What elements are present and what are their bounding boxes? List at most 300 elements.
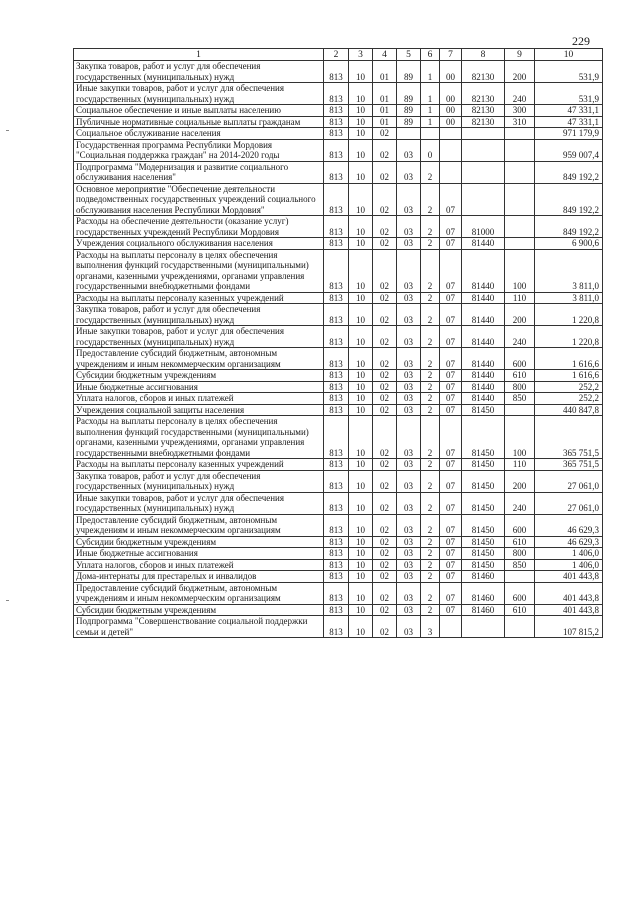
row-code-c2: 813 xyxy=(324,348,349,370)
row-name: Публичные нормативные социальные выплаты гражданам xyxy=(74,116,324,128)
row-code-c7: 07 xyxy=(440,348,462,370)
row-code-c2: 813 xyxy=(324,514,349,536)
row-code-c8: 81440 xyxy=(462,292,505,304)
row-name: Иные закупки товаров, работ и услуг для обеспечения государственных (муниципальных) нужд xyxy=(74,492,324,514)
row-code-c7: 07 xyxy=(440,381,462,393)
row-name: Уплата налогов, сборов и иных платежей xyxy=(74,393,324,405)
row-code-c7: 07 xyxy=(440,216,462,238)
row-code-c5: 03 xyxy=(397,161,421,183)
row-code-c4: 02 xyxy=(373,582,397,604)
row-code-c9 xyxy=(505,128,535,140)
row-code-c3: 10 xyxy=(349,582,373,604)
row-code-c3: 10 xyxy=(349,216,373,238)
row-code-c7: 07 xyxy=(440,304,462,326)
row-code-c8: 81440 xyxy=(462,249,505,292)
column-header: 1 xyxy=(74,49,324,61)
row-code-c8 xyxy=(462,616,505,638)
row-code-c9: 850 xyxy=(505,393,535,405)
row-code-c9: 800 xyxy=(505,548,535,560)
row-code-c9: 610 xyxy=(505,604,535,616)
row-code-c6: 2 xyxy=(421,416,440,459)
row-code-c7: 07 xyxy=(440,459,462,471)
row-code-c3: 10 xyxy=(349,604,373,616)
table-row xyxy=(74,416,603,459)
row-code-c6: 1 xyxy=(421,61,440,83)
scan-edge-mark xyxy=(6,600,9,601)
row-code-c2: 813 xyxy=(324,61,349,83)
row-amount: 252,2 xyxy=(535,393,603,405)
table-row xyxy=(74,216,603,238)
row-code-c3: 10 xyxy=(349,183,373,216)
row-code-c7: 07 xyxy=(440,514,462,536)
table-row xyxy=(74,105,603,117)
row-code-c7: 07 xyxy=(440,536,462,548)
row-code-c4: 02 xyxy=(373,393,397,405)
row-name: Предоставление субсидий бюджетным, автономным учреждениям и иным некоммерческим организациям xyxy=(74,348,324,370)
row-code-c4: 01 xyxy=(373,116,397,128)
row-code-c6: 2 xyxy=(421,393,440,405)
row-code-c4: 01 xyxy=(373,61,397,83)
row-code-c6: 2 xyxy=(421,404,440,416)
row-code-c9 xyxy=(505,404,535,416)
row-code-c4: 02 xyxy=(373,548,397,560)
row-amount: 1 220,8 xyxy=(535,304,603,326)
row-code-c2: 813 xyxy=(324,404,349,416)
row-name: Предоставление субсидий бюджетным, автономным учреждениям и иным некоммерческим организациям xyxy=(74,514,324,536)
row-code-c7: 07 xyxy=(440,393,462,405)
row-name: Учреждения социального обслуживания населения xyxy=(74,238,324,250)
row-code-c6: 3 xyxy=(421,616,440,638)
row-code-c5: 03 xyxy=(397,514,421,536)
row-code-c3: 10 xyxy=(349,416,373,459)
row-name: Расходы на обеспечение деятельности (оказание услуг) государственных учреждений Республики Мордовия xyxy=(74,216,324,238)
row-code-c7: 07 xyxy=(440,492,462,514)
row-name: Учреждения социальной защиты населения xyxy=(74,404,324,416)
row-name: Предоставление субсидий бюджетным, автономным учреждениям и иным некоммерческим организациям xyxy=(74,582,324,604)
row-amount: 531,9 xyxy=(535,61,603,83)
row-code-c6: 2 xyxy=(421,582,440,604)
table-row xyxy=(74,548,603,560)
row-code-c2: 813 xyxy=(324,105,349,117)
row-name: Расходы на выплаты персоналу в целях обеспечения выполнения функций государственными (муниципальными) органами, казенными учреждениями, органами управления государственными внебюджетными фондами xyxy=(74,416,324,459)
row-code-c2: 813 xyxy=(324,536,349,548)
row-code-c6: 1 xyxy=(421,116,440,128)
row-code-c3: 10 xyxy=(349,514,373,536)
table-row xyxy=(74,559,603,571)
row-name: Закупка товаров, работ и услуг для обеспечения государственных (муниципальных) нужд xyxy=(74,61,324,83)
row-code-c7 xyxy=(440,616,462,638)
row-code-c6: 2 xyxy=(421,161,440,183)
row-code-c9: 300 xyxy=(505,105,535,117)
row-code-c5: 03 xyxy=(397,492,421,514)
row-code-c4: 02 xyxy=(373,404,397,416)
column-header: 4 xyxy=(373,49,397,61)
row-code-c8: 81460 xyxy=(462,582,505,604)
row-amount: 1 406,0 xyxy=(535,548,603,560)
budget-table xyxy=(73,48,603,638)
row-code-c3: 10 xyxy=(349,393,373,405)
row-amount: 46 629,3 xyxy=(535,536,603,548)
row-name: Иные бюджетные ассигнования xyxy=(74,548,324,560)
row-code-c7: 00 xyxy=(440,61,462,83)
row-code-c3: 10 xyxy=(349,83,373,105)
table-row xyxy=(74,381,603,393)
table-row xyxy=(74,536,603,548)
row-name: Иные закупки товаров, работ и услуг для обеспечения государственных (муниципальных) нужд xyxy=(74,83,324,105)
row-code-c2: 813 xyxy=(324,292,349,304)
row-name: Субсидии бюджетным учреждениям xyxy=(74,370,324,382)
table-row xyxy=(74,604,603,616)
page-number: 229 xyxy=(572,34,590,48)
row-code-c8: 81440 xyxy=(462,370,505,382)
row-code-c9: 850 xyxy=(505,559,535,571)
row-code-c9: 240 xyxy=(505,326,535,348)
row-code-c5: 03 xyxy=(397,183,421,216)
row-amount: 47 331,1 xyxy=(535,116,603,128)
row-code-c5: 03 xyxy=(397,381,421,393)
row-code-c3: 10 xyxy=(349,404,373,416)
column-header: 10 xyxy=(535,49,603,61)
row-code-c2: 813 xyxy=(324,492,349,514)
row-code-c6: 2 xyxy=(421,238,440,250)
row-code-c9 xyxy=(505,183,535,216)
row-code-c9: 600 xyxy=(505,582,535,604)
row-code-c9: 100 xyxy=(505,249,535,292)
row-amount: 6 900,6 xyxy=(535,238,603,250)
row-code-c4: 02 xyxy=(373,470,397,492)
row-code-c9 xyxy=(505,571,535,583)
row-code-c9: 110 xyxy=(505,459,535,471)
row-amount: 401 443,8 xyxy=(535,571,603,583)
row-code-c8: 82130 xyxy=(462,116,505,128)
row-code-c7: 07 xyxy=(440,416,462,459)
row-code-c3: 10 xyxy=(349,128,373,140)
row-code-c5: 89 xyxy=(397,116,421,128)
row-code-c2: 813 xyxy=(324,548,349,560)
row-code-c3: 10 xyxy=(349,105,373,117)
row-name: Расходы на выплаты персоналу казенных учреждений xyxy=(74,292,324,304)
row-code-c5: 03 xyxy=(397,571,421,583)
row-name: Закупка товаров, работ и услуг для обеспечения государственных (муниципальных) нужд xyxy=(74,304,324,326)
row-code-c4: 02 xyxy=(373,571,397,583)
row-code-c9: 800 xyxy=(505,381,535,393)
row-amount: 3 811,0 xyxy=(535,249,603,292)
row-code-c9 xyxy=(505,616,535,638)
row-code-c2: 813 xyxy=(324,326,349,348)
row-code-c2: 813 xyxy=(324,116,349,128)
row-code-c8: 81450 xyxy=(462,536,505,548)
row-code-c4: 02 xyxy=(373,459,397,471)
row-code-c9: 240 xyxy=(505,83,535,105)
table-row xyxy=(74,459,603,471)
row-code-c9 xyxy=(505,139,535,161)
row-code-c5: 03 xyxy=(397,393,421,405)
table-row xyxy=(74,83,603,105)
row-code-c3: 10 xyxy=(349,61,373,83)
table-header-row xyxy=(74,49,603,61)
table-row xyxy=(74,61,603,83)
column-header: 5 xyxy=(397,49,421,61)
row-code-c2: 813 xyxy=(324,393,349,405)
row-code-c5: 03 xyxy=(397,292,421,304)
row-code-c9: 600 xyxy=(505,514,535,536)
column-header: 7 xyxy=(440,49,462,61)
row-code-c4: 02 xyxy=(373,492,397,514)
row-code-c2: 813 xyxy=(324,571,349,583)
row-code-c8: 81440 xyxy=(462,393,505,405)
row-code-c4: 02 xyxy=(373,216,397,238)
row-code-c8: 81000 xyxy=(462,216,505,238)
row-code-c9: 200 xyxy=(505,470,535,492)
row-code-c5: 89 xyxy=(397,83,421,105)
row-code-c4: 02 xyxy=(373,616,397,638)
row-code-c4: 02 xyxy=(373,249,397,292)
row-code-c9 xyxy=(505,216,535,238)
row-code-c4: 01 xyxy=(373,83,397,105)
row-code-c7: 07 xyxy=(440,238,462,250)
table-row xyxy=(74,514,603,536)
row-code-c7: 07 xyxy=(440,582,462,604)
row-code-c4: 02 xyxy=(373,370,397,382)
row-code-c7: 07 xyxy=(440,571,462,583)
row-amount: 959 007,4 xyxy=(535,139,603,161)
row-amount: 46 629,3 xyxy=(535,514,603,536)
row-code-c5: 03 xyxy=(397,604,421,616)
row-code-c6: 1 xyxy=(421,105,440,117)
row-code-c2: 813 xyxy=(324,370,349,382)
row-code-c5: 03 xyxy=(397,559,421,571)
row-code-c8: 81450 xyxy=(462,470,505,492)
row-code-c8 xyxy=(462,183,505,216)
row-name: Государственная программа Республики Мордовия "Социальная поддержка граждан" на 2014-2020 годы xyxy=(74,139,324,161)
row-code-c8: 82130 xyxy=(462,83,505,105)
row-code-c8: 82130 xyxy=(462,105,505,117)
table-row xyxy=(74,161,603,183)
row-code-c4: 02 xyxy=(373,559,397,571)
row-amount: 47 331,1 xyxy=(535,105,603,117)
row-code-c4: 02 xyxy=(373,292,397,304)
row-code-c9: 240 xyxy=(505,492,535,514)
row-code-c5: 03 xyxy=(397,326,421,348)
row-code-c9: 200 xyxy=(505,304,535,326)
row-code-c5: 03 xyxy=(397,536,421,548)
row-code-c3: 10 xyxy=(349,492,373,514)
row-code-c2: 813 xyxy=(324,183,349,216)
row-code-c9: 200 xyxy=(505,61,535,83)
row-code-c5 xyxy=(397,128,421,140)
row-code-c5: 03 xyxy=(397,416,421,459)
row-code-c7 xyxy=(440,128,462,140)
row-code-c6: 0 xyxy=(421,139,440,161)
row-code-c5: 03 xyxy=(397,404,421,416)
row-code-c4: 02 xyxy=(373,416,397,459)
row-code-c2: 813 xyxy=(324,459,349,471)
row-code-c7: 07 xyxy=(440,249,462,292)
table-row xyxy=(74,582,603,604)
row-code-c5: 03 xyxy=(397,139,421,161)
row-code-c8: 81460 xyxy=(462,604,505,616)
row-code-c9: 100 xyxy=(505,416,535,459)
row-amount: 531,9 xyxy=(535,83,603,105)
column-header: 3 xyxy=(349,49,373,61)
row-code-c9 xyxy=(505,238,535,250)
row-code-c4: 02 xyxy=(373,304,397,326)
row-code-c2: 813 xyxy=(324,249,349,292)
row-code-c3: 10 xyxy=(349,559,373,571)
row-code-c4: 02 xyxy=(373,128,397,140)
table-row xyxy=(74,616,603,638)
table-row xyxy=(74,326,603,348)
row-code-c6 xyxy=(421,128,440,140)
row-code-c8: 81450 xyxy=(462,492,505,514)
row-code-c6: 2 xyxy=(421,604,440,616)
row-code-c2: 813 xyxy=(324,83,349,105)
row-code-c8 xyxy=(462,128,505,140)
row-code-c4: 02 xyxy=(373,238,397,250)
row-code-c2: 813 xyxy=(324,139,349,161)
row-code-c6: 2 xyxy=(421,548,440,560)
column-header: 6 xyxy=(421,49,440,61)
row-code-c3: 10 xyxy=(349,571,373,583)
table-row xyxy=(74,139,603,161)
row-code-c9: 600 xyxy=(505,348,535,370)
row-code-c8: 81450 xyxy=(462,404,505,416)
table-row xyxy=(74,183,603,216)
row-code-c3: 10 xyxy=(349,249,373,292)
row-code-c2: 813 xyxy=(324,128,349,140)
row-code-c5: 03 xyxy=(397,616,421,638)
row-code-c4: 02 xyxy=(373,139,397,161)
row-code-c3: 10 xyxy=(349,548,373,560)
row-code-c5: 03 xyxy=(397,348,421,370)
row-code-c2: 813 xyxy=(324,559,349,571)
row-code-c5: 03 xyxy=(397,548,421,560)
row-name: Подпрограмма "Модернизация и развитие социального обслуживания населения" xyxy=(74,161,324,183)
row-code-c7: 07 xyxy=(440,183,462,216)
row-code-c3: 10 xyxy=(349,470,373,492)
row-code-c4: 02 xyxy=(373,326,397,348)
row-code-c8: 81440 xyxy=(462,348,505,370)
row-code-c6: 2 xyxy=(421,470,440,492)
row-amount: 440 847,8 xyxy=(535,404,603,416)
row-code-c5: 03 xyxy=(397,470,421,492)
row-code-c6: 2 xyxy=(421,459,440,471)
table-row xyxy=(74,249,603,292)
row-code-c5: 03 xyxy=(397,304,421,326)
row-code-c7: 00 xyxy=(440,116,462,128)
row-code-c3: 10 xyxy=(349,238,373,250)
row-code-c6: 2 xyxy=(421,514,440,536)
row-name: Основное мероприятие "Обеспечение деятельности подведомственных государственных учреждений социального обслуживания населения Республики Мордовия" xyxy=(74,183,324,216)
row-code-c2: 813 xyxy=(324,582,349,604)
row-code-c5: 03 xyxy=(397,582,421,604)
row-code-c5: 89 xyxy=(397,61,421,83)
row-code-c3: 10 xyxy=(349,161,373,183)
row-code-c4: 02 xyxy=(373,348,397,370)
row-code-c9: 610 xyxy=(505,536,535,548)
row-code-c6: 2 xyxy=(421,326,440,348)
row-code-c3: 10 xyxy=(349,616,373,638)
row-code-c3: 10 xyxy=(349,304,373,326)
row-code-c8: 81450 xyxy=(462,514,505,536)
column-header: 8 xyxy=(462,49,505,61)
row-code-c8: 81440 xyxy=(462,238,505,250)
row-code-c8: 81450 xyxy=(462,416,505,459)
row-amount: 27 061,0 xyxy=(535,470,603,492)
table-row xyxy=(74,470,603,492)
row-code-c4: 02 xyxy=(373,514,397,536)
row-amount: 971 179,9 xyxy=(535,128,603,140)
row-code-c8 xyxy=(462,161,505,183)
row-code-c8: 82130 xyxy=(462,61,505,83)
row-code-c9 xyxy=(505,161,535,183)
row-code-c2: 813 xyxy=(324,470,349,492)
row-code-c8: 81450 xyxy=(462,459,505,471)
row-code-c3: 10 xyxy=(349,348,373,370)
row-name: Расходы на выплаты персоналу в целях обеспечения выполнения функций государственными (муниципальными) органами, казенными учреждениями, органами управления государственными внебюджетными фондами xyxy=(74,249,324,292)
row-code-c7: 07 xyxy=(440,292,462,304)
column-header: 2 xyxy=(324,49,349,61)
row-amount: 1 616,6 xyxy=(535,370,603,382)
table-row xyxy=(74,571,603,583)
row-code-c2: 813 xyxy=(324,161,349,183)
row-code-c4: 02 xyxy=(373,536,397,548)
row-code-c3: 10 xyxy=(349,459,373,471)
row-code-c5: 89 xyxy=(397,105,421,117)
row-code-c6: 2 xyxy=(421,492,440,514)
row-name: Закупка товаров, работ и услуг для обеспечения государственных (муниципальных) нужд xyxy=(74,470,324,492)
row-code-c8 xyxy=(462,139,505,161)
row-amount: 849 192,2 xyxy=(535,183,603,216)
row-code-c6: 1 xyxy=(421,83,440,105)
row-code-c7: 07 xyxy=(440,370,462,382)
row-code-c6: 2 xyxy=(421,348,440,370)
row-name: Дома-интернаты для престарелых и инвалидов xyxy=(74,571,324,583)
row-amount: 1 616,6 xyxy=(535,348,603,370)
row-amount: 3 811,0 xyxy=(535,292,603,304)
row-code-c5: 03 xyxy=(397,249,421,292)
row-code-c7: 07 xyxy=(440,604,462,616)
table-row xyxy=(74,404,603,416)
table-body xyxy=(74,61,603,638)
row-code-c3: 10 xyxy=(349,536,373,548)
row-code-c7: 07 xyxy=(440,559,462,571)
row-name: Уплата налогов, сборов и иных платежей xyxy=(74,559,324,571)
row-amount: 1 220,8 xyxy=(535,326,603,348)
table-row xyxy=(74,348,603,370)
row-code-c9: 110 xyxy=(505,292,535,304)
row-amount: 401 443,8 xyxy=(535,604,603,616)
row-amount: 1 406,0 xyxy=(535,559,603,571)
row-code-c3: 10 xyxy=(349,116,373,128)
row-name: Социальное обеспечение и иные выплаты населению xyxy=(74,105,324,117)
row-code-c2: 813 xyxy=(324,416,349,459)
column-header: 9 xyxy=(505,49,535,61)
table-row xyxy=(74,128,603,140)
row-code-c5: 03 xyxy=(397,238,421,250)
row-code-c2: 813 xyxy=(324,381,349,393)
row-code-c7: 07 xyxy=(440,470,462,492)
row-amount: 107 815,2 xyxy=(535,616,603,638)
row-code-c8: 81460 xyxy=(462,571,505,583)
row-amount: 365 751,5 xyxy=(535,459,603,471)
row-code-c4: 02 xyxy=(373,604,397,616)
row-code-c6: 2 xyxy=(421,304,440,326)
row-code-c2: 813 xyxy=(324,304,349,326)
row-name: Иные бюджетные ассигнования xyxy=(74,381,324,393)
row-code-c4: 02 xyxy=(373,161,397,183)
row-code-c8: 81450 xyxy=(462,548,505,560)
